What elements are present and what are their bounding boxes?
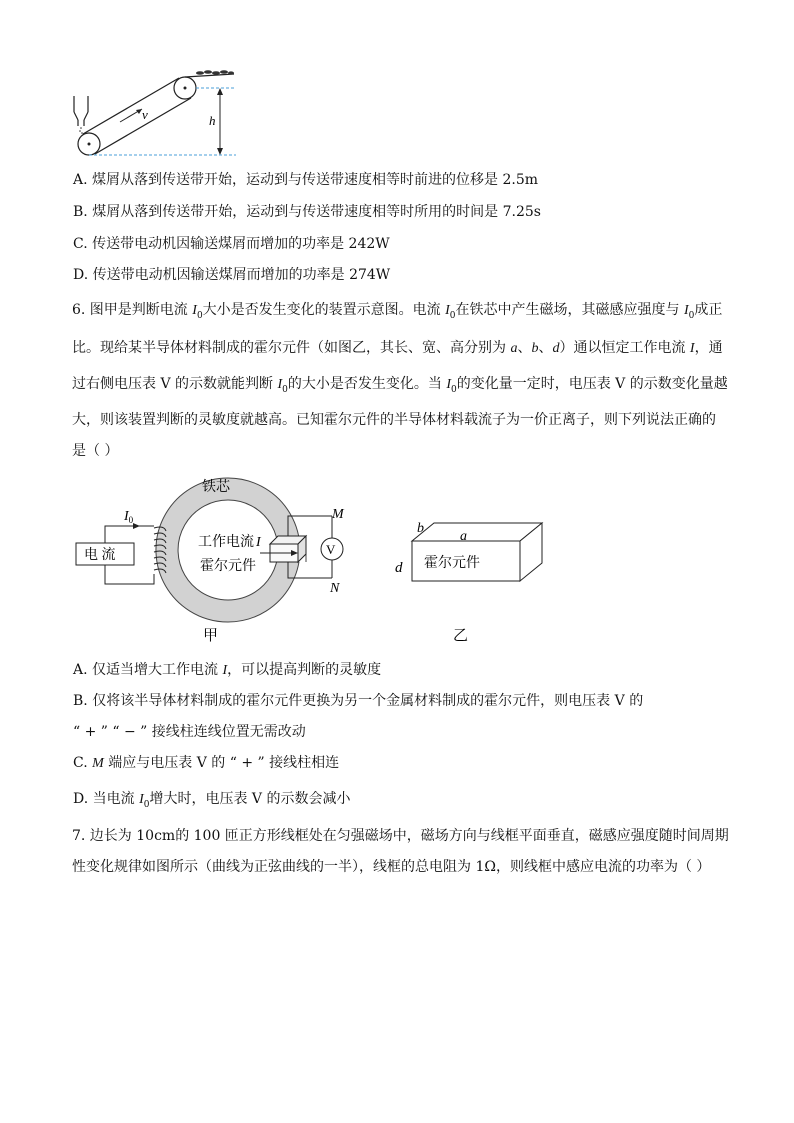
working-current-label: 工作电流	[198, 535, 254, 550]
q7-stem-line-1: 7. 边长为 10cm的 100 匝正方形线框处在匀强磁场中，磁场方向与线框平面垂直，磁感应强度随时间周期	[72, 828, 729, 844]
dimension-d-label: d	[395, 560, 403, 576]
dimension-a-label: a	[460, 529, 467, 544]
q6-stem-line-5: 是（ ）	[72, 443, 119, 459]
q6-stem-line-4: 大，则该装置判断的灵敏度就越高。已知霍尔元件的半导体材料载流子为一价正离子，则下列说法正确的	[72, 412, 716, 428]
q6-option-d[interactable]: D. 当电流 $I_0$增大时，电压表 V 的示数会减小	[73, 791, 351, 810]
hall-sensor-figure-jia	[70, 470, 360, 646]
current-source-label: 电 流	[84, 548, 116, 563]
figure-jia-caption: 甲	[203, 628, 219, 644]
iron-core-label: 铁芯	[202, 480, 230, 495]
q6-stem-line-3: 过右侧电压表 V 的示数就能判断 $I_0$的大小是否发生变化。当 $I_0$的变化量一定时，电压表 V 的示数变化量越	[72, 376, 728, 395]
terminal-n-label: N	[330, 581, 340, 596]
velocity-label: v	[142, 107, 148, 122]
q6-option-c[interactable]: C. M 端应与电压表 V 的 “ + ” 接线柱相连	[73, 755, 340, 771]
hall-element-box-label: 霍尔元件	[424, 556, 480, 571]
q6-stem-line-1: 6. 图甲是判断电流 $I_0$大小是否发生变化的装置示意图。电流 $I_0$在铁芯中产生磁场，其磁感应强度与 $I_0$成正	[72, 302, 723, 321]
q7-stem-line-2: 性变化规律如图所示（曲线为正弦曲线的一半），线框的总电阻为 1Ω，则线框中感应电流的功率为（ ）	[72, 859, 711, 875]
i0-label: $I_0$	[124, 509, 134, 525]
hall-element-label: 霍尔元件	[200, 559, 256, 574]
hall-element-figure-yi	[392, 515, 552, 649]
hall-element-box	[412, 523, 542, 581]
q6-stem-line-2: 比。现给某半导体材料制成的霍尔元件（如图乙，其长、宽、高分别为 a、b、d）通以恒定工作电流 I，通	[72, 340, 723, 356]
q5-option-c[interactable]: C. 传送带电动机因输送煤屑而增加的功率是 242W	[73, 236, 390, 252]
hall-element-block	[270, 536, 306, 562]
figure-yi-caption: 乙	[453, 628, 469, 644]
q5-option-a[interactable]: A. 煤屑从落到传送带开始，运动到与传送带速度相等时前进的位移是 2.5m	[73, 172, 538, 188]
q6-option-b-cont: “ + ” “ − ” 接线柱连线位置无需改动	[73, 724, 306, 740]
q6-option-a[interactable]: A. 仅适当增大工作电流 I，可以提高判断的灵敏度	[73, 662, 382, 678]
voltmeter-label: V	[326, 542, 336, 557]
dimension-b-label: b	[417, 521, 424, 536]
height-label: h	[209, 113, 216, 128]
q5-option-b[interactable]: B. 煤屑从落到传送带开始，运动到与传送带速度相等时所用的时间是 7.25s	[73, 204, 541, 220]
conveyor-belt-diagram	[66, 62, 242, 162]
q6-option-b[interactable]: B. 仅将该半导体材料制成的霍尔元件更换为另一个金属材料制成的霍尔元件，则电压表 V 的	[73, 693, 644, 709]
terminal-m-label: M	[332, 507, 344, 522]
q5-option-d[interactable]: D. 传送带电动机因输送煤屑而增加的功率是 274W	[73, 267, 391, 283]
hopper	[74, 96, 88, 126]
working-current-symbol: I	[256, 535, 261, 550]
